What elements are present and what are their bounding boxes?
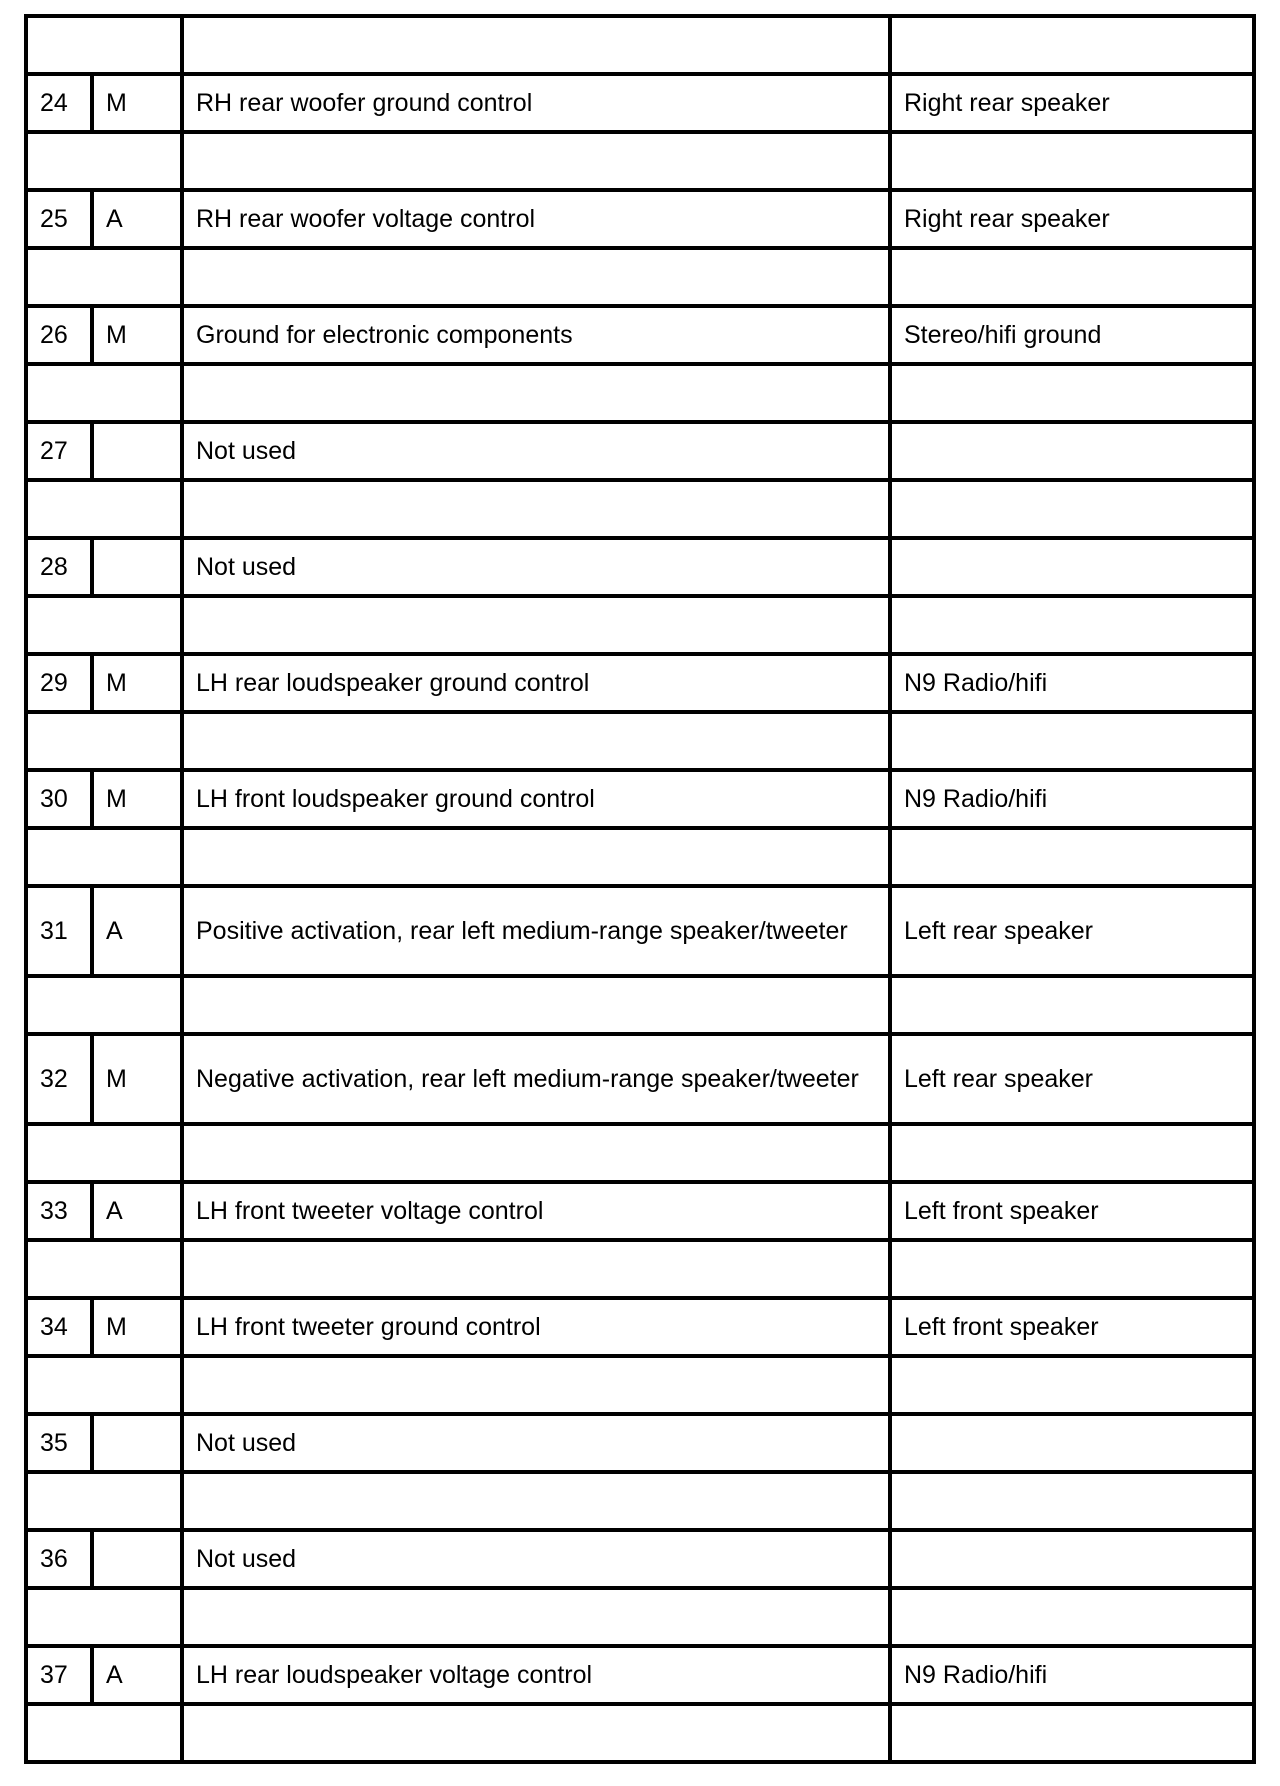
- spacer-row: [26, 16, 1254, 74]
- spacer-cell: [890, 712, 1254, 770]
- spacer-cell: [182, 712, 890, 770]
- pin-number-cell: 32: [26, 1034, 92, 1124]
- spacer-row: [26, 480, 1254, 538]
- spacer-cell: [26, 1588, 182, 1646]
- spacer-row: [26, 712, 1254, 770]
- table-row: [26, 306, 1254, 364]
- table-row: [26, 654, 1254, 712]
- spacer-row: [26, 1240, 1254, 1298]
- spacer-cell: [890, 1356, 1254, 1414]
- table-row: [26, 770, 1254, 828]
- signal-type-cell: A: [92, 190, 182, 248]
- signal-type-cell: A: [92, 886, 182, 976]
- spacer-cell: [26, 364, 182, 422]
- component-cell: Left rear speaker: [890, 886, 1254, 976]
- spacer-cell: [182, 16, 890, 74]
- spacer-cell: [890, 132, 1254, 190]
- table-row: [26, 1034, 1254, 1124]
- table-row: [26, 1298, 1254, 1356]
- spacer-cell: [182, 364, 890, 422]
- spacer-cell: [890, 1124, 1254, 1182]
- signal-type-cell: M: [92, 770, 182, 828]
- spacer-cell: [182, 132, 890, 190]
- spacer-cell: [182, 1124, 890, 1182]
- description-cell: LH rear loudspeaker voltage control: [182, 1646, 890, 1704]
- spacer-row: [26, 1472, 1254, 1530]
- table-row: [26, 1646, 1254, 1704]
- spacer-cell: [182, 1356, 890, 1414]
- pin-number-cell: 37: [26, 1646, 92, 1704]
- table-row: [26, 74, 1254, 132]
- spacer-row: [26, 976, 1254, 1034]
- pin-number-cell: 26: [26, 306, 92, 364]
- pin-number-cell: 36: [26, 1530, 92, 1588]
- spacer-cell: [26, 480, 182, 538]
- table-row: [26, 886, 1254, 976]
- pin-number-cell: 35: [26, 1414, 92, 1472]
- spacer-cell: [890, 1704, 1254, 1762]
- spacer-row: [26, 132, 1254, 190]
- component-cell: [890, 1530, 1254, 1588]
- spacer-cell: [890, 1588, 1254, 1646]
- spacer-row: [26, 1588, 1254, 1646]
- spacer-cell: [26, 828, 182, 886]
- pin-number-cell: 33: [26, 1182, 92, 1240]
- component-cell: [890, 538, 1254, 596]
- signal-type-cell: A: [92, 1646, 182, 1704]
- description-cell: LH rear loudspeaker ground control: [182, 654, 890, 712]
- spacer-cell: [890, 16, 1254, 74]
- component-cell: Left rear speaker: [890, 1034, 1254, 1124]
- description-cell: Not used: [182, 1530, 890, 1588]
- table-row: [26, 190, 1254, 248]
- spacer-cell: [182, 1472, 890, 1530]
- spacer-cell: [26, 1124, 182, 1182]
- spacer-cell: [182, 1240, 890, 1298]
- table-row: [26, 1182, 1254, 1240]
- description-cell: Not used: [182, 422, 890, 480]
- pin-number-cell: 30: [26, 770, 92, 828]
- spacer-cell: [182, 480, 890, 538]
- component-cell: N9 Radio/hifi: [890, 654, 1254, 712]
- table-row: [26, 422, 1254, 480]
- spacer-cell: [890, 364, 1254, 422]
- description-cell: Negative activation, rear left medium-range speaker/tweeter: [182, 1034, 890, 1124]
- spacer-cell: [182, 976, 890, 1034]
- description-cell: RH rear woofer ground control: [182, 74, 890, 132]
- signal-type-cell: M: [92, 1034, 182, 1124]
- spacer-cell: [890, 1472, 1254, 1530]
- spacer-cell: [890, 828, 1254, 886]
- pin-number-cell: 25: [26, 190, 92, 248]
- spacer-row: [26, 364, 1254, 422]
- table-row: [26, 1414, 1254, 1472]
- pin-number-cell: 27: [26, 422, 92, 480]
- pin-number-cell: 29: [26, 654, 92, 712]
- signal-type-cell: M: [92, 74, 182, 132]
- pin-number-cell: 34: [26, 1298, 92, 1356]
- signal-type-cell: [92, 1414, 182, 1472]
- spacer-cell: [890, 248, 1254, 306]
- spacer-cell: [26, 976, 182, 1034]
- signal-type-cell: M: [92, 306, 182, 364]
- component-cell: Left front speaker: [890, 1298, 1254, 1356]
- component-cell: Left front speaker: [890, 1182, 1254, 1240]
- spacer-row: [26, 1356, 1254, 1414]
- component-cell: N9 Radio/hifi: [890, 1646, 1254, 1704]
- spacer-row: [26, 596, 1254, 654]
- component-cell: Right rear speaker: [890, 74, 1254, 132]
- spacer-cell: [26, 596, 182, 654]
- component-cell: Right rear speaker: [890, 190, 1254, 248]
- spacer-cell: [182, 596, 890, 654]
- spacer-cell: [182, 248, 890, 306]
- spacer-row: [26, 828, 1254, 886]
- component-cell: N9 Radio/hifi: [890, 770, 1254, 828]
- spacer-cell: [26, 1704, 182, 1762]
- spacer-cell: [890, 596, 1254, 654]
- pin-number-cell: 31: [26, 886, 92, 976]
- spacer-cell: [26, 16, 182, 74]
- description-cell: Not used: [182, 1414, 890, 1472]
- table-row: [26, 1530, 1254, 1588]
- spacer-cell: [182, 1704, 890, 1762]
- spacer-cell: [26, 1240, 182, 1298]
- description-cell: Positive activation, rear left medium-range speaker/tweeter: [182, 886, 890, 976]
- description-cell: Not used: [182, 538, 890, 596]
- pin-number-cell: 28: [26, 538, 92, 596]
- signal-type-cell: [92, 1530, 182, 1588]
- signal-type-cell: A: [92, 1182, 182, 1240]
- component-cell: [890, 1414, 1254, 1472]
- spacer-cell: [26, 1472, 182, 1530]
- description-cell: LH front loudspeaker ground control: [182, 770, 890, 828]
- spacer-cell: [26, 248, 182, 306]
- signal-type-cell: M: [92, 1298, 182, 1356]
- pin-number-cell: 24: [26, 74, 92, 132]
- spacer-cell: [26, 132, 182, 190]
- spacer-cell: [890, 976, 1254, 1034]
- signal-type-cell: M: [92, 654, 182, 712]
- signal-type-cell: [92, 538, 182, 596]
- description-cell: LH front tweeter voltage control: [182, 1182, 890, 1240]
- description-cell: LH front tweeter ground control: [182, 1298, 890, 1356]
- table-row: [26, 538, 1254, 596]
- description-cell: Ground for electronic components: [182, 306, 890, 364]
- spacer-cell: [26, 1356, 182, 1414]
- spacer-cell: [182, 1588, 890, 1646]
- component-cell: Stereo/hifi ground: [890, 306, 1254, 364]
- pin-assignment-table: [24, 14, 1256, 1764]
- description-cell: RH rear woofer voltage control: [182, 190, 890, 248]
- spacer-cell: [182, 828, 890, 886]
- spacer-row: [26, 1704, 1254, 1762]
- spacer-cell: [890, 1240, 1254, 1298]
- spacer-row: [26, 248, 1254, 306]
- spacer-row: [26, 1124, 1254, 1182]
- spacer-cell: [890, 480, 1254, 538]
- spacer-cell: [26, 712, 182, 770]
- signal-type-cell: [92, 422, 182, 480]
- component-cell: [890, 422, 1254, 480]
